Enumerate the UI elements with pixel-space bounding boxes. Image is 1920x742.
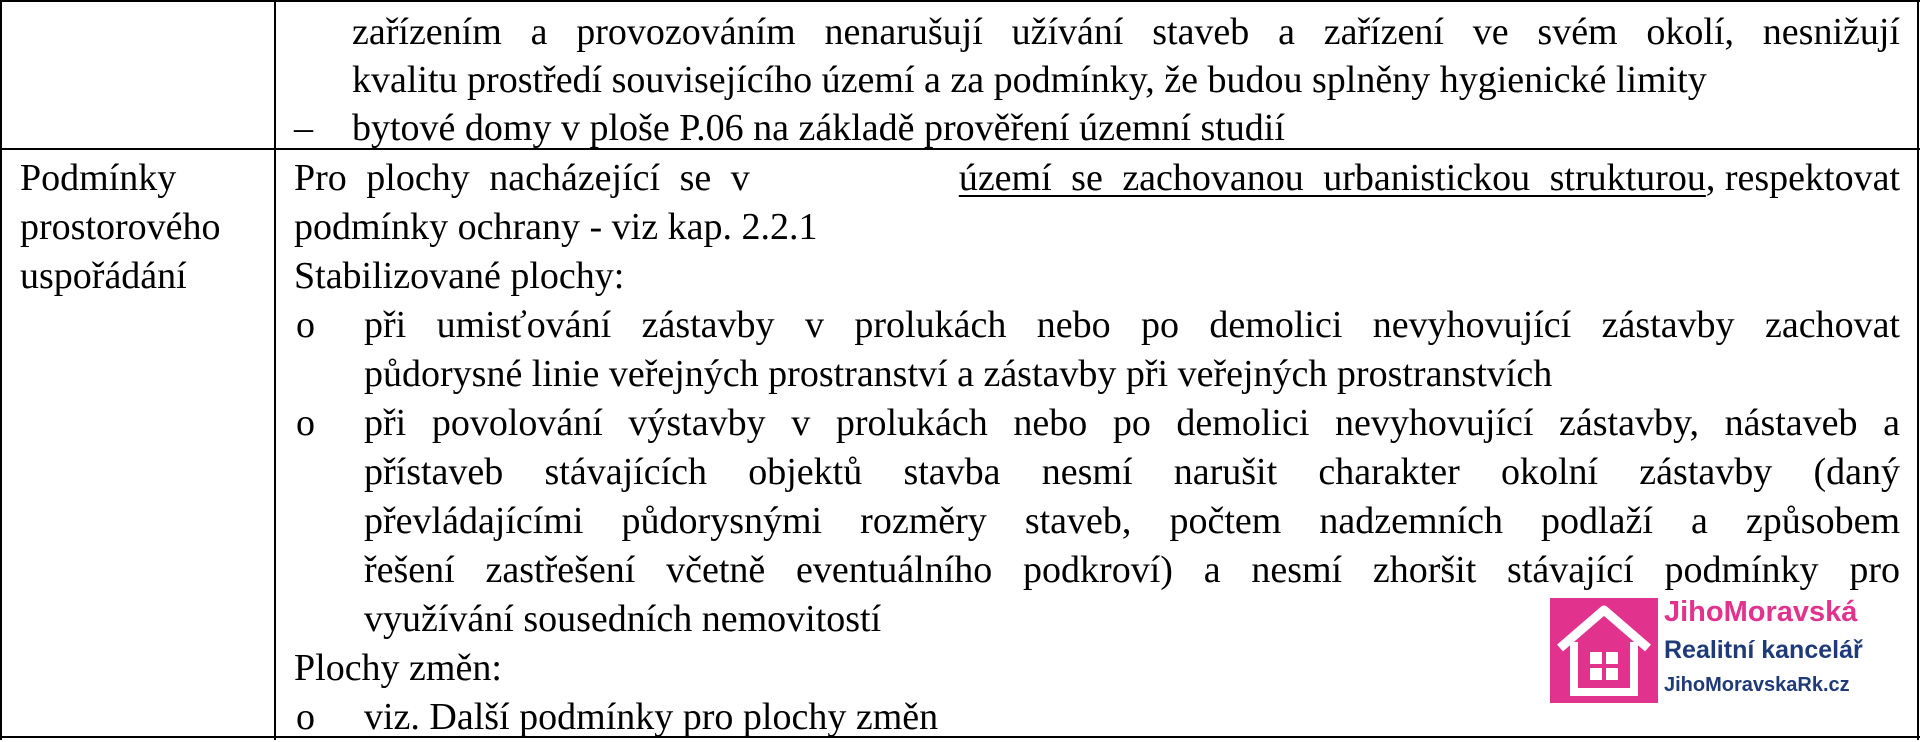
bullet2-line: při povolování výstavby v prolukách nebo po demolici nevyhovující zástavby, nástaveb a — [364, 402, 1900, 444]
change-areas-heading: Plochy změn: — [294, 647, 502, 689]
house-logo-icon — [1550, 598, 1658, 703]
bullet2-line: převládajícími půdorysnými rozměry staveb, počtem nadzemních podlaží a způsobem — [364, 500, 1900, 542]
bullet2-line: přístaveb stávajících objektů stavba nesmí narušit charakter okolní zástavby (daný — [364, 451, 1900, 493]
row1-text-line: zařízením a provozováním nenarušují užívání staveb a zařízení ve svém okolí, nesnižují — [352, 11, 1900, 53]
row1-dash-item: bytové domy v ploše P.06 na základě prověření územní studií — [352, 107, 1285, 149]
row2-intro-line-2: podmínky ochrany - viz kap. 2.2.1 — [294, 206, 818, 248]
bullet2-line: využívání sousedních nemovitostí — [364, 598, 882, 640]
bullet-marker: o — [296, 402, 315, 444]
bullet2-line: řešení zastřešení včetně eventuálního podkroví) a nesmí zhoršit stávající podmínky pro — [364, 549, 1900, 591]
intro-prefix: Pro plochy nacházející se v — [294, 157, 750, 199]
agency-watermark-logo — [1550, 598, 1890, 706]
intro-inline-group — [959, 154, 1900, 203]
dash-marker: – — [294, 107, 313, 149]
bullet-marker: o — [296, 304, 315, 346]
brand-name: JihoMoravská — [1664, 596, 1858, 628]
table-border-top — [0, 0, 1920, 2]
urban-structure-link[interactable]: území se zachovanou urbanistickou strukturou — [958, 157, 1706, 199]
bullet-marker: o — [296, 696, 315, 738]
stabilized-areas-heading: Stabilizované plochy: — [294, 255, 625, 297]
row2-label-line: prostorového — [20, 206, 221, 248]
table-border-right — [1917, 0, 1919, 740]
brand-subtitle: Realitní kancelář — [1664, 636, 1863, 664]
intro-suffix: , respektovat — [1705, 157, 1900, 199]
table-border-bottom — [0, 736, 1920, 738]
bullet3-line: viz. Další podmínky pro plochy změn — [364, 696, 939, 738]
brand-website: JihoMoravskaRk.cz — [1664, 674, 1850, 696]
row2-label-line: uspořádání — [20, 255, 187, 297]
row2-label-line: Podmínky — [20, 157, 177, 199]
row2-intro-line — [294, 154, 1900, 203]
bullet1-line: půdorysné linie veřejných prostranství a zástavby při veřejných prostranstvích — [364, 353, 1553, 395]
table-column-divider — [274, 0, 276, 740]
table-border-left — [0, 0, 2, 740]
bullet1-line: při umisťování zástavby v prolukách nebo po demolici nevyhovující zástavby zachovat — [364, 304, 1900, 346]
row1-text-line: kvalitu prostředí souvisejícího území a za podmínky, že budou splněny hygienické limity — [352, 59, 1707, 101]
